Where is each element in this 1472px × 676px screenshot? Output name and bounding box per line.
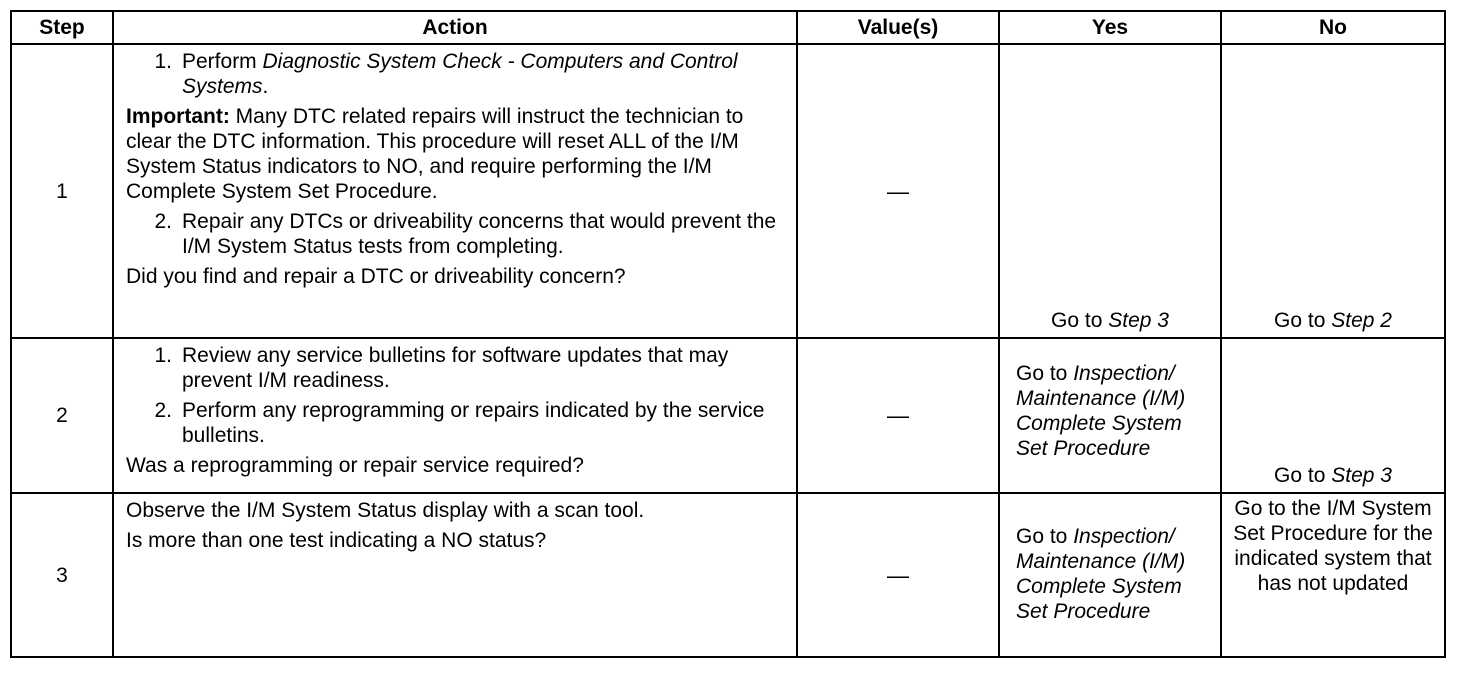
step-number: 3 — [11, 493, 113, 657]
yes-result — [1016, 524, 1216, 624]
table-row — [11, 338, 1445, 493]
no-cell — [1221, 338, 1445, 493]
header-no: No — [1221, 11, 1445, 44]
item-text — [182, 49, 786, 99]
value-cell: — — [797, 44, 999, 338]
yes-go-to: Go to — [1051, 309, 1109, 332]
yes-cell — [999, 493, 1221, 657]
item-number: 1. — [154, 344, 172, 367]
no-go-to: Go to — [1274, 464, 1332, 487]
item-number: 2. — [154, 399, 172, 422]
diagnostic-system-check-ref[interactable]: Diagnostic System Check - Computers and Control Systems — [182, 50, 738, 98]
item-text: Perform any reprogramming or repairs indicated by the service bulletins. — [182, 399, 765, 447]
value-cell: — — [797, 493, 999, 657]
item-text-pre: Perform — [182, 50, 263, 73]
header-values: Value(s) — [797, 11, 999, 44]
step-number: 1 — [11, 44, 113, 338]
header-action: Action — [113, 11, 797, 44]
header-step: Step — [11, 11, 113, 44]
no-cell — [1221, 493, 1445, 657]
no-cell — [1221, 44, 1445, 338]
im-complete-system-set-link[interactable]: Inspection/ Maintenance (I/M) Complete System Set Procedure — [1016, 525, 1186, 623]
item-number: 2. — [154, 210, 172, 233]
action-text: Observe the I/M System Status display with a scan tool. — [126, 499, 645, 522]
no-result — [1222, 308, 1444, 333]
action-item — [126, 343, 786, 393]
action-item — [126, 49, 786, 99]
action-item — [126, 209, 786, 259]
action-cell — [113, 338, 797, 493]
important-label: Important: — [126, 105, 230, 128]
important-text: Many DTC related repairs will instruct the technician to clear the DTC information. This procedure will reset ALL of the I/M System Status indicators to NO, and require performing the I/M Complete System Set Procedure. — [126, 105, 744, 203]
action-question: Is more than one test indicating a NO status? — [126, 529, 547, 552]
action-question: Did you find and repair a DTC or driveability concern? — [126, 265, 626, 288]
action-cell — [113, 493, 797, 657]
no-step-link[interactable]: Step 3 — [1331, 464, 1392, 487]
step-number: 2 — [11, 338, 113, 493]
no-result — [1222, 463, 1444, 488]
header-yes: Yes — [999, 11, 1221, 44]
action-item — [126, 398, 786, 448]
no-step-link[interactable]: Step 2 — [1331, 309, 1392, 332]
no-result: Go to the I/M System Set Procedure for the indicated system that has not updated — [1233, 497, 1433, 595]
yes-cell — [999, 44, 1221, 338]
yes-result — [1016, 361, 1216, 461]
yes-go-to: Go to — [1016, 362, 1074, 385]
table-row — [11, 44, 1445, 338]
diagnostic-table — [10, 10, 1446, 658]
value-cell: — — [797, 338, 999, 493]
action-cell — [113, 44, 797, 338]
important-note — [126, 104, 786, 204]
item-text-post: . — [262, 75, 269, 98]
yes-step-link[interactable]: Step 3 — [1108, 309, 1169, 332]
action-question: Was a reprogramming or repair service required? — [126, 454, 584, 477]
yes-cell — [999, 338, 1221, 493]
item-text: Repair any DTCs or driveability concerns that would prevent the I/M System Status tests from completing. — [182, 210, 777, 258]
yes-go-to: Go to — [1016, 525, 1074, 548]
table-row — [11, 493, 1445, 657]
im-complete-system-set-link[interactable]: Inspection/ Maintenance (I/M) Complete System Set Procedure — [1016, 362, 1186, 460]
no-go-to: Go to — [1274, 309, 1332, 332]
header-row — [11, 11, 1445, 44]
yes-result — [1000, 308, 1220, 333]
diagnostic-table-wrapper — [10, 10, 1446, 658]
item-text: Review any service bulletins for software updates that may prevent I/M readiness. — [182, 344, 729, 392]
item-number: 1. — [154, 50, 172, 73]
